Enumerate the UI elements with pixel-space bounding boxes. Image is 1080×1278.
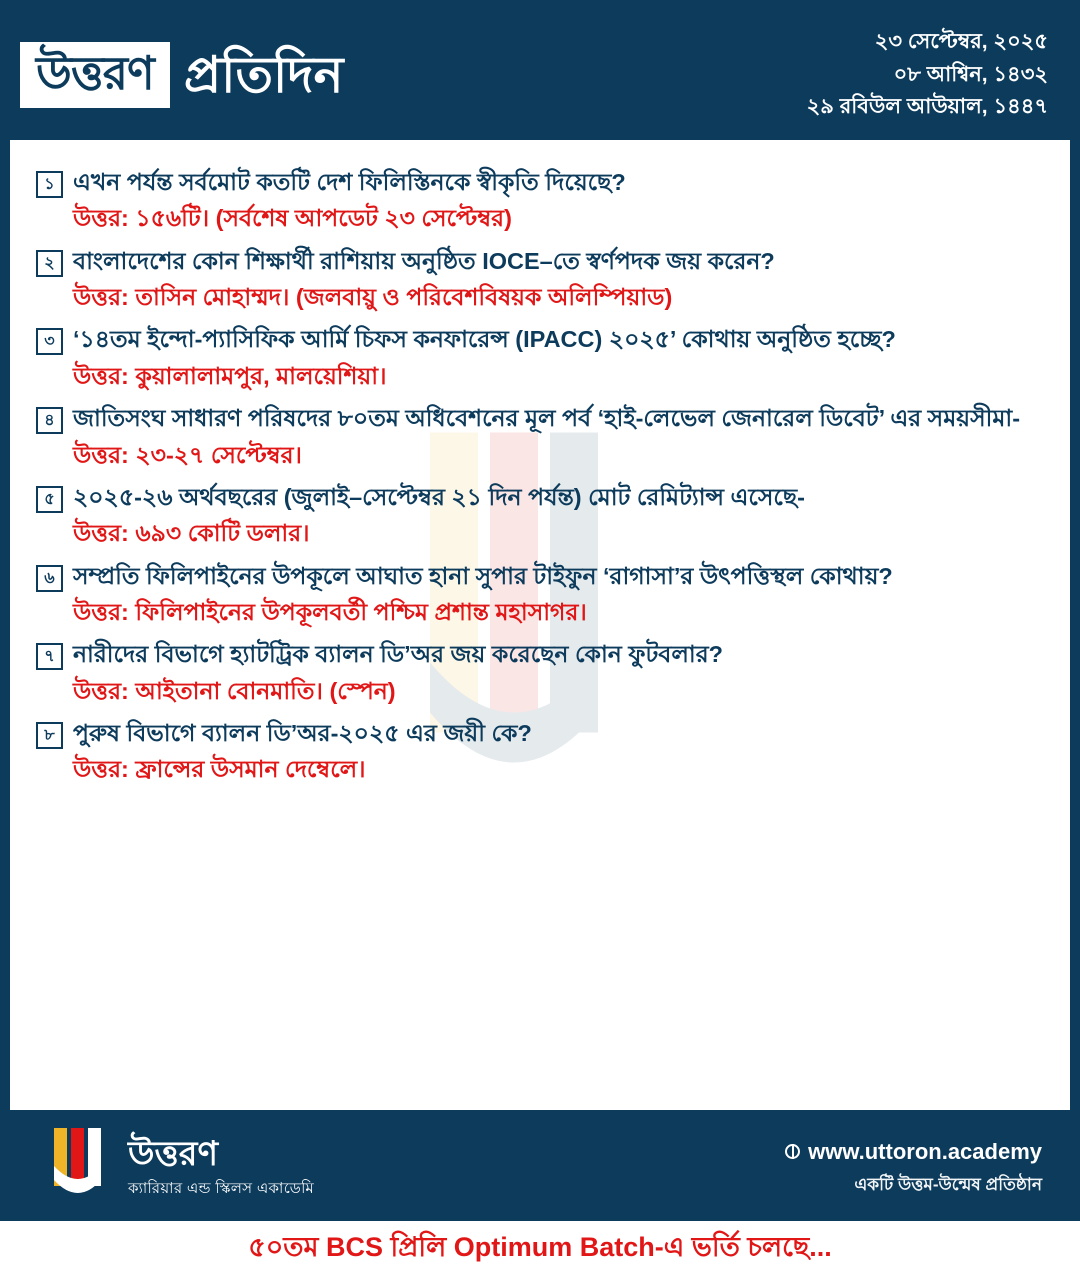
answer-text: উত্তর: আইতানা বোনমাতি। (স্পেন) [73, 677, 396, 704]
question-row [36, 560, 1044, 593]
question-row [36, 245, 1044, 278]
website-url: www.uttoron.academy [808, 1138, 1042, 1164]
website-link[interactable] [785, 1139, 1042, 1165]
qa-item [36, 245, 1044, 315]
footer-brand-main: উত্তরণ [128, 1134, 219, 1173]
date-block [807, 26, 1048, 124]
footer-contact [785, 1139, 1042, 1200]
qa-item [36, 638, 1044, 708]
question-text: ২০২৫-২৬ অর্থবছরের (জুলাই–সেপ্টেম্বর ২১ দিন পর্যন্ত) মোট রেমিট্যান্স এসেছে- [73, 483, 805, 510]
question-number: ৭ [36, 643, 63, 670]
content-card [10, 140, 1070, 1110]
qa-item [36, 481, 1044, 551]
answer-text: উত্তর: ফ্রান্সের উসমান দেম্বেলে। [73, 756, 366, 783]
footer-brand [50, 1124, 314, 1215]
promo-text: ৫০তম BCS প্রিলি Optimum Batch-এ ভর্তি চলছে... [248, 1232, 832, 1262]
answer-text: উত্তর: ১৫৬টি। (সর্বশেষ আপডেট ২৩ সেপ্টেম্বর) [73, 205, 512, 232]
header [10, 10, 1070, 140]
question-text: পুরুষ বিভাগে ব্যালন ডি’অর-২০২৫ এর জয়ী কে? [73, 720, 532, 747]
question-row [36, 166, 1044, 199]
question-number: ৫ [36, 486, 63, 513]
brand-name-secondary: প্রতিদিন [183, 46, 344, 103]
uttoron-logo-icon [50, 1124, 114, 1215]
answer-text: উত্তর: তাসিন মোহাম্মদ। (জলবায়ু ও পরিবেশবিষয়ক অলিম্পিয়াড) [73, 284, 673, 311]
question-row [36, 402, 1044, 435]
question-number: ৮ [36, 722, 63, 749]
question-text: এখন পর্যন্ত সর্বমোট কতটি দেশ ফিলিস্তিনকে স্বীকৃতি দিয়েছে? [73, 169, 626, 195]
question-number: ৩ [36, 328, 63, 355]
question-text: সম্প্রতি ফিলিপাইনের উপকূলে আঘাত হানা সুপার টাইফুন ‘রাগাসা’র উৎপত্তিস্থল কোথায়? [73, 562, 893, 589]
promo-bar [0, 1218, 1080, 1278]
question-number: ৪ [36, 407, 63, 434]
date-hijri: ২৯ রবিউল আউয়াল, ১৪৪৭ [806, 95, 1048, 119]
qa-item [36, 323, 1044, 393]
qa-item [36, 717, 1044, 787]
question-number: ৬ [36, 565, 63, 592]
question-text: বাংলাদেশের কোন শিক্ষার্থী রাশিয়ায় অনুষ্ঠিত IOCE–তে স্বর্ণপদক জয় করেন? [73, 247, 775, 274]
question-text: জাতিসংঘ সাধারণ পরিষদের ৮০তম অধিবেশনের মূল পর্ব ‘হাই-লেভেল জেনারেল ডিবেট’ এর সময়সীমা- [73, 405, 1021, 432]
date-bangla: ০৮ আশ্বিন, ১৪৩২ [893, 62, 1048, 86]
qa-item [36, 560, 1044, 630]
footer-tagline: একটি উত্তম-উন্মেষ প্রতিষ্ঠান [854, 1174, 1042, 1194]
question-number: ২ [36, 250, 63, 277]
footer-brand-names [128, 1136, 314, 1202]
qa-item [36, 402, 1044, 472]
brand-lockup [20, 42, 343, 109]
globe-icon [785, 1144, 800, 1159]
answer-text: উত্তর: কুয়ালালামপুর, মালয়েশিয়া। [73, 362, 387, 389]
answer-text: উত্তর: ৬৯৩ কোটি ডলার। [73, 520, 310, 547]
date-gregorian: ২৩ সেপ্টেম্বর, ২০২৫ [874, 30, 1048, 54]
question-text: নারীদের বিভাগে হ্যাটট্রিক ব্যালন ডি’অর জয় করেছেন কোন ফুটবলার? [73, 641, 723, 668]
question-number: ১ [36, 171, 63, 198]
question-row [36, 481, 1044, 514]
question-row [36, 638, 1044, 671]
footer [10, 1110, 1070, 1228]
qa-item [36, 166, 1044, 236]
answer-text: উত্তর: ২৩-২৭ সেপ্টেম্বর। [73, 441, 302, 468]
question-text: ‘১৪তম ইন্দো-প্যাসিফিক আর্মি চিফস কনফারেন্স (IPACC) ২০২৫’ কোথায় অনুষ্ঠিত হচ্ছে? [73, 326, 896, 353]
question-row [36, 323, 1044, 356]
qa-list [36, 166, 1044, 787]
answer-text: উত্তর: ফিলিপাইনের উপকূলবর্তী পশ্চিম প্রশান্ত মহাসাগর। [73, 598, 587, 625]
brand-name-primary: উত্তরণ [20, 42, 170, 109]
question-row [36, 717, 1044, 750]
footer-brand-sub: ক্যারিয়ার এন্ড স্কিলস একাডেমি [128, 1180, 314, 1198]
